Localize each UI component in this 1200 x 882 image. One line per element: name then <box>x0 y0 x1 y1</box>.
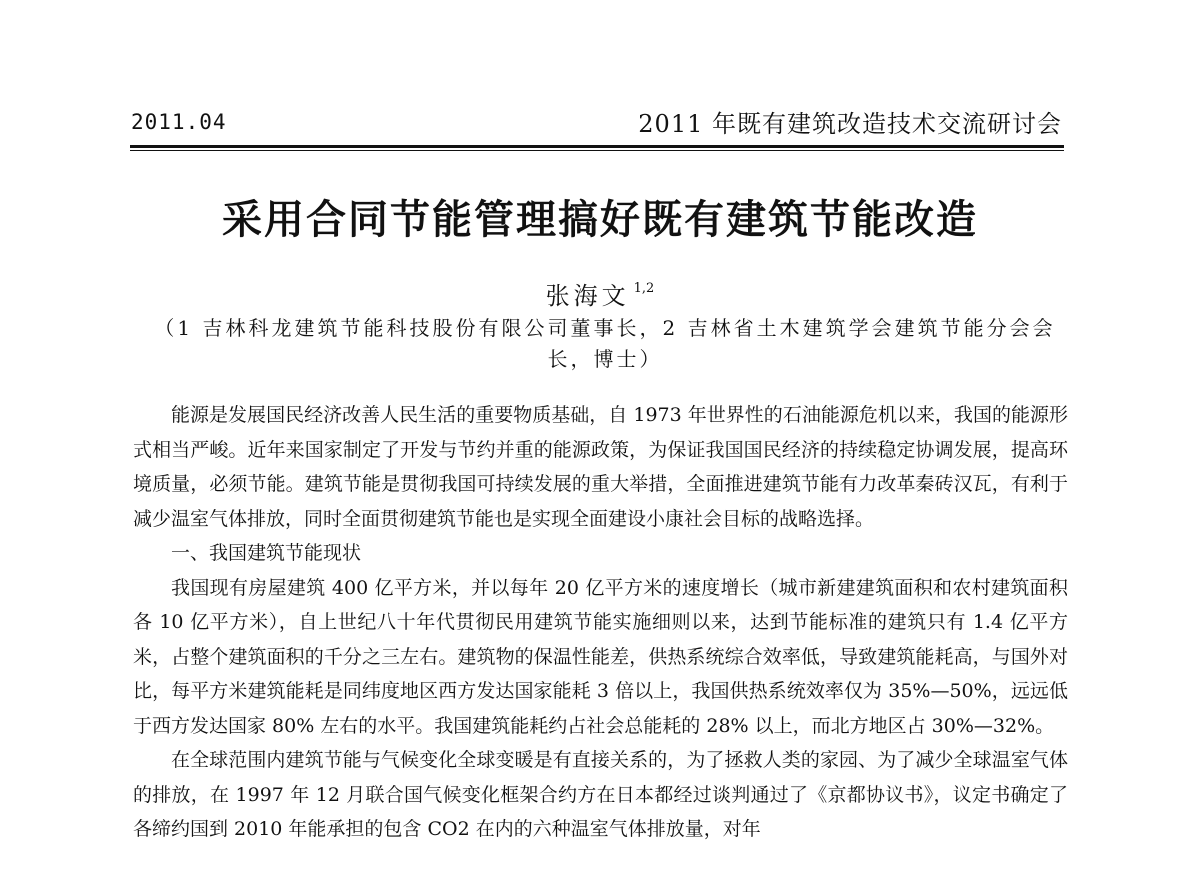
body-paragraph-3: 在全球范围内建筑节能与气候变化全球变暖是有直接关系的，为了拯救人类的家园、为了减少全球温室气体的排放，在 1997 年 12 月联合国气候变化框架合约方在日本都经过谈判通过了《京都协议书》，议定书确定了各缔约国到 2010 年能承担的包含 CO2 在内的六种温室气体排放量，对年 <box>133 749 1068 840</box>
author-line <box>0 276 1200 311</box>
header-date: 2011.04 <box>131 110 227 134</box>
header-conference-name: 2011 年既有建筑改造技术交流研讨会 <box>638 110 1062 138</box>
article-body <box>133 398 1068 847</box>
header-divider <box>130 145 1064 151</box>
author-affiliation: （1 吉林科龙建筑节能科技股份有限公司董事长，2 吉林省土木建筑学会建筑节能分会会长，博士） <box>154 316 1056 371</box>
body-paragraph-1: 能源是发展国民经济改善人民生活的重要物质基础，自 1973 年世界性的石油能源危机以来，我国的能源形式相当严峻。近年来国家制定了开发与节约并重的能源政策，为保证我国国民经济的持续稳定协调发展，提高环境质量，必须节能。建筑节能是贯彻我国可持续发展的重大举措，全面推进建筑节能有力改革秦砖汉瓦，有利于减少温室气体排放，同时全面贯彻建筑节能也是实现全面建设小康社会目标的战略选择。 <box>133 404 1068 530</box>
body-paragraph-2: 我国现有房屋建筑 400 亿平方米，并以每年 20 亿平方米的速度增长（城市新建建筑面积和农村建筑面积各 10 亿平方米），自上世纪八十年代贯彻民用建筑节能实施细则以来，达到节能标准的建筑只有 1.4 亿平方米，占整个建筑面积的千分之三左右。建筑物的保温性能差，供热系统综合效率低，导致建筑能耗高，与国外对比，每平方米建筑能耗是同纬度地区西方发达国家能耗 3 倍以上，我国供热系统效率仅为 35%—50%，远远低于西方发达国家 80% 左右的水平。我国建筑能耗约占社会总能耗的 28% 以上，而北方地区占 30%—32%。 <box>133 576 1068 737</box>
author-name: 张海文 <box>545 282 630 310</box>
section-heading-1: 一、我国建筑节能现状 <box>171 542 362 564</box>
article-title: 采用合同节能管理搞好既有建筑节能改造 <box>222 197 978 243</box>
author-superscript: 1,2 <box>633 281 655 296</box>
